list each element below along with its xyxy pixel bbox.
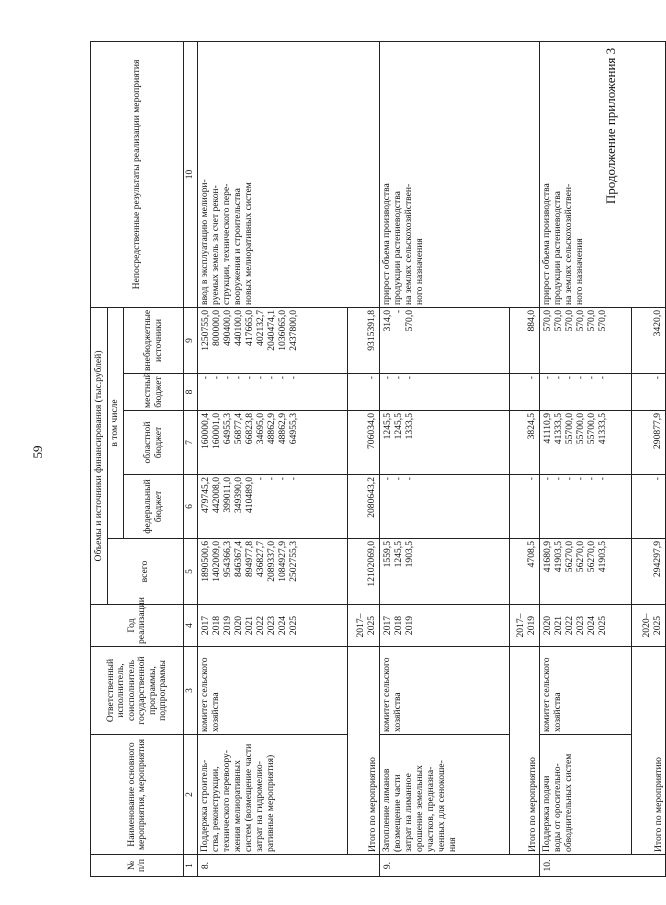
itogo-extra: 9315391,8 — [348, 307, 380, 373]
executor — [380, 647, 510, 735]
total-value: 436827,7 — [255, 541, 266, 577]
total-value: 41903,5 — [553, 541, 564, 573]
name-line: воды от оросительно- — [552, 763, 563, 852]
col-number: 4 — [184, 605, 198, 647]
total-value: 894977,8 — [244, 541, 255, 577]
executor-line: хозяйства — [210, 692, 221, 732]
header-funding: Объемы и источники финансирования (тыс.рублей) — [91, 307, 108, 604]
executor — [198, 647, 348, 735]
total-value: 1903,5 — [404, 541, 415, 568]
regional-value: 41333,5 — [597, 413, 608, 445]
local-value: - — [244, 376, 255, 380]
row-number: 8. — [198, 855, 380, 877]
federal-value: - — [393, 477, 404, 481]
regional-value: 56877,4 — [233, 413, 244, 445]
header-local: местный бюджет — [124, 374, 184, 411]
extra-value: 440100,0 — [233, 309, 244, 346]
result-line: продукции растениеводства — [392, 191, 403, 305]
name-line: Затопление лиманов — [381, 768, 392, 852]
extra-value: 417665,0 — [244, 309, 255, 346]
federal-value: - — [382, 477, 393, 481]
local-value: - — [288, 376, 299, 380]
extra-value: 570,0 — [404, 309, 415, 332]
local-cell — [540, 374, 632, 411]
local-value: - — [597, 376, 608, 380]
continuation-title: Продолжение приложения 3 — [603, 47, 618, 205]
local-cell — [380, 374, 510, 411]
regional-value: 48862,9 — [277, 413, 288, 445]
row-number: 10. — [540, 855, 666, 877]
results-cell — [380, 41, 540, 307]
federal-cell — [380, 475, 510, 539]
result-line: на землях сельскохозяйствен- — [563, 183, 574, 305]
year-value: 2017 — [382, 615, 393, 636]
itogo-extra: 884,0 — [510, 307, 540, 373]
year-value: 2025 — [597, 615, 608, 636]
local-value: - — [266, 376, 277, 380]
header-extra: внебюджетные источники — [124, 307, 184, 373]
year-value: 2024 — [586, 615, 597, 636]
total-cell — [540, 539, 632, 605]
extra-cell — [198, 307, 348, 373]
total-cell — [198, 539, 348, 605]
extra-value: 570,0 — [597, 309, 608, 332]
itogo-federal: 2080643,2 — [348, 475, 380, 539]
col-number: 5 — [184, 539, 198, 605]
header-regional: областной бюджет — [124, 411, 184, 475]
name-line: ченных для сенокоше- — [436, 760, 447, 852]
regional-cell — [380, 411, 510, 475]
name-line: жения мелиоративных — [232, 760, 243, 852]
extra-value: 570,0 — [586, 309, 597, 332]
extra-value: 570,0 — [575, 309, 586, 332]
regional-value: 41110,9 — [542, 413, 553, 444]
local-value: - — [404, 376, 415, 380]
name-line: затрат на гидромелио- — [254, 761, 265, 852]
rotated-table-wrapper — [90, 42, 664, 877]
col-number: 7 — [184, 411, 198, 475]
year-value: 2022 — [255, 615, 266, 636]
local-value: - — [393, 376, 404, 380]
name-line: ния — [447, 837, 458, 852]
regional-value: 1333,5 — [404, 413, 415, 440]
itogo-total: 12102069,0 — [348, 539, 380, 605]
regional-value: 64955,3 — [222, 413, 233, 445]
extra-value: 1250755,0 — [200, 309, 211, 351]
extra-value: 314,0 — [382, 309, 393, 332]
local-value: - — [542, 376, 553, 380]
executor-line: хозяйства — [552, 692, 563, 732]
regional-value: 34695,0 — [255, 413, 266, 445]
local-cell — [198, 374, 348, 411]
result-line: прирост объема производства — [381, 183, 392, 305]
federal-value: - — [255, 477, 266, 481]
extra-value: 800000,0 — [211, 309, 222, 346]
itogo-local: - — [632, 374, 666, 411]
result-line: руемых земель за счет рекон- — [210, 185, 221, 305]
year-value: 2018 — [211, 615, 222, 636]
years-cell — [380, 605, 510, 647]
itogo-regional: 290877,9 — [632, 411, 666, 475]
col-number: 2 — [184, 735, 198, 855]
result-line: струкции, технического пере- — [221, 183, 232, 305]
year-value: 2020 — [233, 615, 244, 636]
itogo-federal: - — [510, 475, 540, 539]
year-value: 2021 — [244, 615, 255, 636]
extra-value: 570,0 — [542, 309, 553, 332]
header-federal: федеральный бюджет — [124, 475, 184, 539]
executor-line: комитет сельского — [541, 657, 552, 732]
result-line: ного назначения — [574, 238, 585, 305]
result-line: ного назначения — [414, 238, 425, 305]
total-value: 56270,0 — [586, 541, 597, 573]
federal-value: - — [575, 477, 586, 481]
federal-value: - — [564, 477, 575, 481]
executor-line: хозяйства — [392, 692, 403, 732]
regional-cell — [198, 411, 348, 475]
header-results: Непосредственные результаты реализации мероприятия — [91, 41, 184, 307]
regional-value: 160000,4 — [200, 413, 211, 449]
name-line: затрат на лиманное — [403, 773, 414, 852]
executor-line: комитет сельского — [381, 657, 392, 732]
result-line: новых мелиоративных систем — [243, 182, 254, 305]
row-number: 9. — [380, 855, 540, 877]
col-number: 10 — [184, 41, 198, 307]
federal-cell — [198, 475, 348, 539]
regional-value: 1245,5 — [382, 413, 393, 440]
col-number: 1 — [184, 855, 198, 877]
year-value: 2021 — [553, 615, 564, 636]
year-value: 2024 — [277, 615, 288, 636]
executor-line: комитет сельского — [199, 657, 210, 732]
total-value: 2502755,3 — [288, 541, 299, 582]
regional-value: 55700,0 — [586, 413, 597, 445]
extra-value: 402132,7 — [255, 309, 266, 346]
total-value: 56270,0 — [564, 541, 575, 573]
federal-value: - — [586, 477, 597, 481]
years-cell — [198, 605, 348, 647]
local-value: - — [586, 376, 597, 380]
regional-value: 64955,3 — [288, 413, 299, 445]
name-line: участков, предназна- — [425, 766, 436, 852]
result-line: ввод в эксплуатацию мелиори- — [199, 179, 210, 305]
col-number: 3 — [184, 647, 198, 735]
itogo-label: Итого по мероприятию — [510, 647, 540, 855]
federal-value: 479745,2 — [200, 477, 211, 513]
name-line: Поддержка подачи — [541, 775, 552, 852]
header-executor: Ответственный исполнитель, соисполнитель государственной программы, подпрограммы — [91, 647, 184, 735]
measure-name — [540, 735, 632, 855]
extra-value: 2437800,0 — [288, 309, 299, 351]
funding-table — [90, 41, 666, 877]
federal-value: - — [542, 477, 553, 481]
name-line: ства, реконструкции, — [210, 766, 221, 852]
total-value: 41903,5 — [597, 541, 608, 573]
table-row — [540, 41, 632, 876]
table-row — [380, 41, 510, 876]
year-value: 2019 — [404, 615, 415, 636]
total-value: 1245,5 — [393, 541, 404, 568]
itogo-years: 2017–2025 — [348, 605, 380, 647]
federal-value: - — [266, 477, 277, 481]
extra-value: 1036065,0 — [277, 309, 288, 351]
extra-value: 570,0 — [564, 309, 575, 332]
itogo-years: 2020–2025 — [632, 605, 666, 647]
col-number: 8 — [184, 374, 198, 411]
local-value: - — [200, 376, 211, 380]
total-value: 846367,4 — [233, 541, 244, 577]
local-value: - — [564, 376, 575, 380]
name-line: обводнительных систем — [563, 753, 574, 852]
itogo-local: - — [348, 374, 380, 411]
extra-cell — [380, 307, 510, 373]
page-number: 59 — [30, 445, 45, 459]
total-cell — [380, 539, 510, 605]
years-cell — [540, 605, 632, 647]
federal-value: - — [404, 477, 415, 481]
total-value: 1402009,0 — [211, 541, 222, 582]
extra-value: - — [393, 309, 404, 314]
regional-value: 160001,0 — [211, 413, 222, 449]
local-value: - — [233, 376, 244, 380]
col-number: 9 — [184, 307, 198, 373]
result-line: прирост объема производства — [541, 183, 552, 305]
year-value: 2025 — [288, 615, 299, 636]
results-cell — [198, 41, 380, 307]
result-line: вооружения и строительства — [232, 188, 243, 305]
name-line: ративные мероприятия) — [265, 754, 276, 852]
extra-value: 570,0 — [553, 309, 564, 332]
itogo-label: Итого по мероприятию — [632, 647, 666, 855]
local-value: - — [553, 376, 564, 380]
table-row — [198, 41, 348, 876]
regional-value: 55700,0 — [575, 413, 586, 445]
year-value: 2022 — [564, 615, 575, 636]
federal-value: - — [288, 477, 299, 481]
header-name: Наименование основного мероприятия, мероприятия — [91, 735, 184, 855]
table-body — [198, 41, 666, 876]
itogo-total: 294297,9 — [632, 539, 666, 605]
federal-value: 399011,0 — [222, 477, 233, 513]
header-total: всего — [108, 539, 184, 605]
name-line: орошение земельных — [414, 765, 425, 852]
year-value: 2023 — [266, 615, 277, 636]
measure-name — [380, 735, 510, 855]
regional-value: 55700,0 — [564, 413, 575, 445]
name-line: (возмещение части — [392, 774, 403, 852]
itogo-years: 2017–2019 — [510, 605, 540, 647]
header-including: в том числе — [108, 307, 124, 538]
name-line: Поддержка строитель- — [199, 759, 210, 852]
total-value: 41680,9 — [542, 541, 553, 573]
header-year: Год реализации — [91, 605, 184, 647]
itogo-federal: - — [632, 475, 666, 539]
federal-value: 349390,0 — [233, 477, 244, 513]
name-line: технического перевоору- — [221, 750, 232, 852]
regional-value: 1245,5 — [393, 413, 404, 440]
local-value: - — [255, 376, 266, 380]
federal-cell — [540, 475, 632, 539]
header-num: № п/п — [91, 855, 184, 877]
extra-value: 2040474,1 — [266, 309, 277, 351]
total-value: 1890500,6 — [200, 541, 211, 582]
itogo-label: Итого по мероприятию — [348, 647, 380, 855]
itogo-regional: 706034,0 — [348, 411, 380, 475]
federal-value: 410489,0 — [244, 477, 255, 513]
local-value: - — [575, 376, 586, 380]
federal-value: - — [553, 477, 564, 481]
total-value: 56270,0 — [575, 541, 586, 573]
total-value: 2089337,0 — [266, 541, 277, 582]
regional-cell — [540, 411, 632, 475]
result-line: продукции растениеводства — [552, 191, 563, 305]
regional-value: 66823,8 — [244, 413, 255, 445]
federal-value: - — [597, 477, 608, 481]
extra-value: 490400,0 — [222, 309, 233, 346]
year-value: 2018 — [393, 615, 404, 636]
year-value: 2020 — [542, 615, 553, 636]
regional-value: 41333,5 — [553, 413, 564, 445]
result-line: на землях сельскохозяйствен- — [403, 183, 414, 305]
federal-value: - — [277, 477, 288, 481]
local-value: - — [277, 376, 288, 380]
itogo-extra: 3420,0 — [632, 307, 666, 373]
itogo-total: 4708,5 — [510, 539, 540, 605]
year-value: 2017 — [200, 615, 211, 636]
federal-value: 442008,0 — [211, 477, 222, 513]
total-value: 954366,3 — [222, 541, 233, 577]
regional-value: 48862,9 — [266, 413, 277, 445]
year-value: 2023 — [575, 615, 586, 636]
itogo-local: - — [510, 374, 540, 411]
local-value: - — [222, 376, 233, 380]
column-number-row — [184, 41, 198, 876]
year-value: 2019 — [222, 615, 233, 636]
name-line: систем (возмещение части — [243, 743, 254, 852]
executor — [540, 647, 632, 735]
total-value: 1084927,9 — [277, 541, 288, 582]
itogo-regional: 3824,5 — [510, 411, 540, 475]
total-value: 1559,5 — [382, 541, 393, 568]
local-value: - — [211, 376, 222, 380]
local-value: - — [382, 376, 393, 380]
col-number: 6 — [184, 475, 198, 539]
results-cell — [540, 41, 666, 307]
measure-name — [198, 735, 348, 855]
extra-cell — [540, 307, 632, 373]
